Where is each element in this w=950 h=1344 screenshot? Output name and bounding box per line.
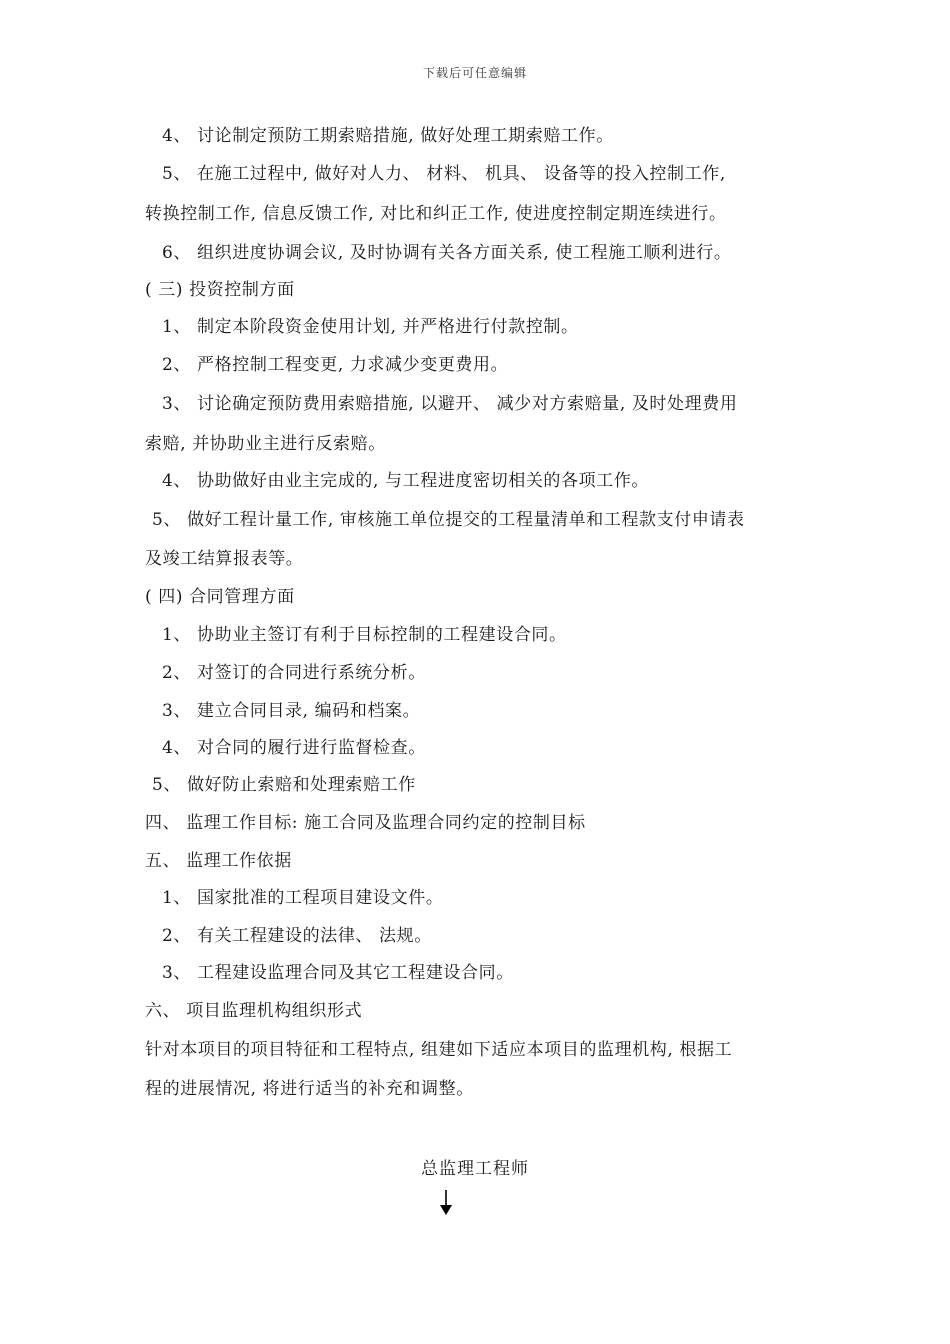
body-line: 1、 协助业主签订有利于目标控制的工程建设合同。 (162, 625, 567, 645)
body-line: 2、 有关工程建设的法律、 法规。 (162, 926, 432, 946)
org-chart-top-node: 总监理工程师 (421, 1159, 529, 1179)
body-line: 6、 组织进度协调会议, 及时协调有关各方面关系, 使工程施工顺利进行。 (162, 243, 732, 263)
body-line: 2、 对签订的合同进行系统分析。 (162, 663, 426, 683)
body-line: 转换控制工作, 信息反馈工作, 对比和纠正工作, 使进度控制定期连续进行。 (145, 204, 727, 224)
section-heading: 六、 项目监理机构组织形式 (145, 1001, 363, 1021)
body-line: 针对本项目的项目特征和工程特点, 组建如下适应本项目的监理机构, 根据工 (145, 1040, 733, 1060)
body-line: 2、 严格控制工程变更, 力求减少变更费用。 (162, 355, 509, 375)
body-line: 程的进展情况, 将进行适当的补充和调整。 (145, 1079, 474, 1099)
body-line: 4、 讨论制定预防工期索赔措施, 做好处理工期索赔工作。 (162, 126, 614, 146)
section-heading: ( 四) 合同管理方面 (145, 587, 295, 607)
body-line: 3、 建立合同目录, 编码和档案。 (162, 701, 421, 721)
body-line: 1、 国家批准的工程项目建设文件。 (162, 888, 444, 908)
section-heading: ( 三) 投资控制方面 (145, 280, 295, 300)
section-heading: 五、 监理工作依据 (145, 851, 292, 871)
body-line: 5、 在施工过程中, 做好对人力、 材料、 机具、 设备等的投入控制工作, (162, 164, 726, 184)
down-arrow-icon (436, 1190, 456, 1216)
section-heading: 四、 监理工作目标: 施工合同及监理合同约定的控制目标 (145, 813, 586, 833)
body-line: 1、 制定本阶段资金使用计划, 并严格进行付款控制。 (162, 317, 579, 337)
body-line: 4、 对合同的履行进行监督检查。 (162, 738, 426, 758)
body-line: 及竣工结算报表等。 (145, 549, 304, 569)
body-line: 5、 做好工程计量工作, 审核施工单位提交的工程量清单和工程款支付申请表 (152, 510, 745, 530)
page-header: 下载后可任意编辑 (422, 66, 527, 80)
body-line: 3、 工程建设监理合同及其它工程建设合同。 (162, 963, 514, 983)
body-line: 索赔, 并协助业主进行反索赔。 (145, 434, 386, 454)
body-line: 4、 协助做好由业主完成的, 与工程进度密切相关的各项工作。 (162, 471, 650, 491)
body-line: 3、 讨论确定预防费用索赔措施, 以避开、 减少对方索赔量, 及时处理费用 (162, 394, 738, 414)
body-line: 5、 做好防止索赔和处理索赔工作 (152, 775, 416, 795)
